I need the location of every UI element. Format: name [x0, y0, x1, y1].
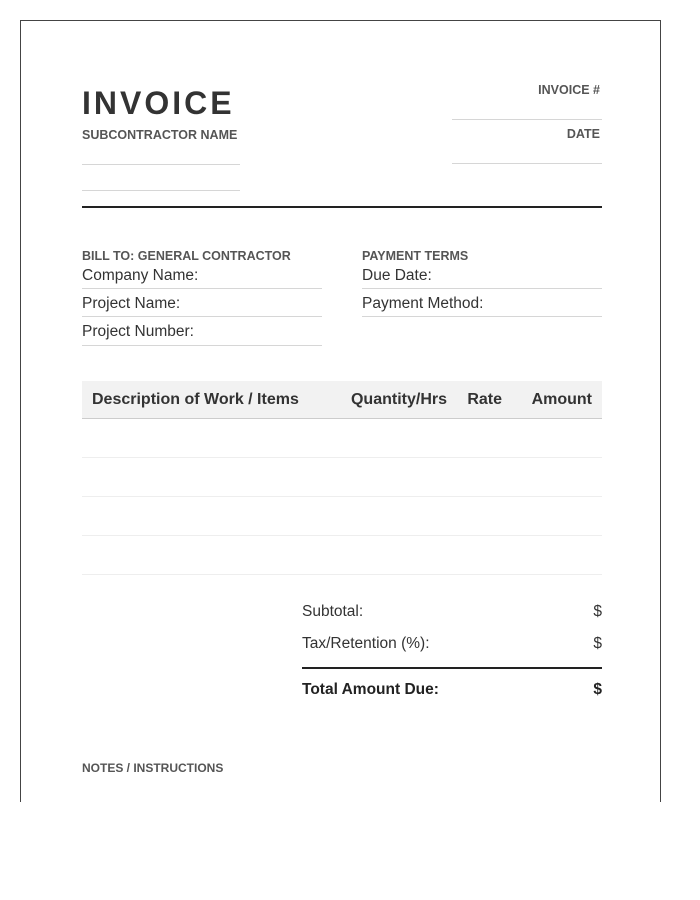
invoice-number-label: INVOICE #	[538, 83, 600, 97]
items-table	[82, 381, 602, 575]
totals-divider	[302, 667, 602, 669]
subcontractor-name-line-2[interactable]	[82, 190, 240, 191]
company-name-field[interactable]: Company Name:	[82, 267, 322, 289]
column-amount: Amount	[531, 390, 592, 408]
column-rate: Rate	[467, 390, 502, 408]
project-number-field[interactable]: Project Number:	[82, 323, 322, 346]
subtotal-row	[302, 599, 602, 631]
tax-row	[302, 631, 602, 663]
table-row[interactable]	[82, 497, 602, 536]
column-quantity: Quantity/Hrs	[350, 390, 447, 408]
date-label: DATE	[566, 127, 600, 141]
total-label: Total Amount Due:	[302, 681, 439, 698]
tax-value[interactable]: $	[593, 635, 602, 652]
subcontractor-name-line-1[interactable]	[82, 164, 240, 165]
due-date-field[interactable]: Due Date:	[362, 267, 602, 289]
payment-terms-heading: PAYMENT TERMS	[362, 249, 469, 263]
subtotal-label: Subtotal:	[302, 603, 364, 620]
total-value[interactable]: $	[593, 681, 602, 698]
notes-heading: NOTES / INSTRUCTIONS	[82, 761, 224, 775]
header-divider	[82, 206, 602, 208]
invoice-number-line[interactable]	[452, 119, 602, 120]
table-row[interactable]	[82, 458, 602, 497]
project-name-field[interactable]: Project Name:	[82, 295, 322, 317]
totals-block	[302, 599, 602, 709]
tax-label: Tax/Retention (%):	[302, 635, 430, 652]
date-line[interactable]	[452, 163, 602, 164]
payment-method-field[interactable]: Payment Method:	[362, 295, 602, 317]
bill-to-heading: BILL TO: GENERAL CONTRACTOR	[82, 249, 291, 263]
invoice-title: INVOICE	[82, 85, 235, 121]
invoice-page	[20, 20, 661, 802]
subtotal-value[interactable]: $	[593, 603, 602, 620]
column-description: Description of Work / Items	[92, 390, 299, 408]
table-header	[82, 381, 602, 419]
table-row[interactable]	[82, 419, 602, 458]
table-row[interactable]	[82, 536, 602, 575]
subcontractor-name-label: SUBCONTRACTOR NAME	[82, 128, 238, 142]
total-row	[302, 677, 602, 709]
